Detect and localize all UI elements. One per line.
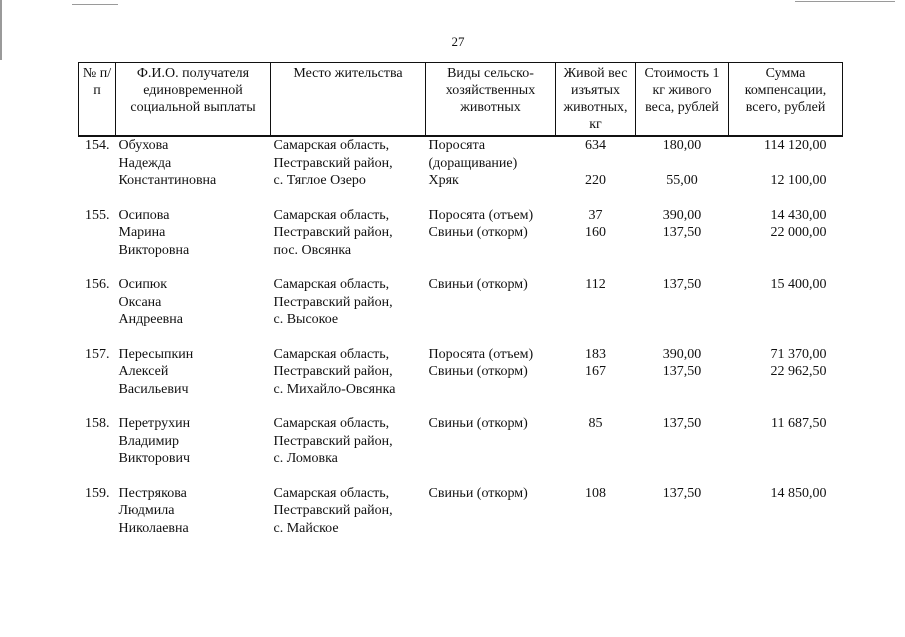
compensation-total-line: 71 370,00 [770,346,827,362]
animal-type-line [429,450,553,468]
animal-type-line: Хряк [428,173,459,188]
price-per-kg-line: 137,50 [662,225,702,240]
recipient-name-cell [116,346,271,399]
animal-type-line [429,381,553,399]
compensation-total-line: 14 430,00 [770,207,827,223]
live-weight-cell [556,415,636,468]
page-number: 27 [451,34,465,49]
recipient-name-line: Викторович [118,451,191,466]
compensation-total-line [732,294,827,312]
animal-type-line: Свиньи (откорм) [428,485,528,501]
compensation-total-cell [729,485,843,538]
residence-line: Самарская область, [273,207,390,223]
table-row [79,346,843,399]
live-weight-line: 37 [588,207,603,223]
price-per-kg-line: 137,50 [662,416,702,431]
recipient-name-line: Константиновна [118,173,217,188]
compensation-total-cell [729,276,843,329]
row-spacer-cell [79,468,843,485]
residence-cell [271,485,426,538]
animal-type-line: (доращивание) [428,155,518,171]
animal-type-line: Поросята (отъем) [428,346,534,362]
live-weight-line [559,155,633,173]
recipient-name-line: Николаевна [118,520,189,536]
residence-line: Самарская область, [273,346,390,362]
price-per-kg-line: 390,00 [662,207,702,223]
price-per-kg-line: 137,50 [662,364,702,379]
price-per-kg-line [639,433,726,451]
record-number-cell: 155. [85,207,110,223]
residence-line: Самарская область, [273,277,390,292]
compensation-total-line [732,242,827,260]
row-spacer-cell [79,329,843,346]
table-row [79,415,843,468]
record-number-cell: 157. [85,346,110,362]
compensation-total-cell [729,207,843,260]
live-weight-line [559,502,633,520]
recipient-name-line: Надежда [118,155,172,171]
recipient-name-cell [116,276,271,329]
compensation-total-line [732,502,827,520]
scan-mark-top-right [795,1,895,2]
recipient-name-line: Васильевич [118,381,189,397]
live-weight-line: 167 [585,364,606,379]
residence-cell [271,276,426,329]
residence-line: с. Высокое [273,312,339,327]
live-weight-line [559,381,633,399]
recipient-name-line: Викторовна [118,242,190,258]
record-number-cell: 159. [85,485,110,501]
record-number-cell: 154. [85,138,110,153]
price-per-kg-cell [636,415,729,468]
compensation-total-line: 14 850,00 [770,485,827,501]
residence-line: Пестравский район, [273,364,393,379]
animal-type-line [429,242,553,260]
header-price: Стоимость 1 кг живого веса, рублей [636,63,729,137]
record-number-cell: 156. [85,277,110,292]
recipient-name-line: Оксана [118,294,162,310]
header-weight: Живой вес изъятых животных, кг [556,63,636,137]
compensation-total-line [732,433,827,451]
row-spacer [79,259,843,276]
residence-line: Самарская область, [273,416,390,431]
residence-line: Самарская область, [273,138,390,153]
animal-type-line: Поросята [428,138,486,153]
recipient-name-cell [116,136,271,190]
price-per-kg-cell [636,346,729,399]
residence-line: с. Тяглое Озеро [273,173,366,188]
table-header-row [79,63,843,137]
price-per-kg-line [639,311,726,329]
price-per-kg-line [639,502,726,520]
scan-mark-left-edge [0,0,2,60]
live-weight-cell [556,346,636,399]
live-weight-line: 108 [585,485,606,501]
live-weight-line: 634 [585,138,606,153]
row-spacer-cell [79,398,843,415]
scan-mark-top-left [72,4,118,5]
price-per-kg-line [639,155,726,173]
header-name: Ф.И.О. получателя единовременной социальной выплаты [116,63,271,137]
price-per-kg-cell [636,207,729,260]
table-body [79,136,843,537]
animal-type-line [429,433,553,451]
residence-cell [271,136,426,190]
live-weight-cell [556,136,636,190]
live-weight-line: 160 [585,225,606,240]
residence-line: Пестравский район, [273,294,393,310]
live-weight-line [559,294,633,312]
animal-type-cell [426,485,556,538]
compensation-total-line [732,311,827,329]
residence-line: с. Михайло-Овсянка [273,381,396,397]
recipient-name-line: Марина [118,225,166,240]
row-spacer [79,468,843,485]
price-per-kg-line [639,381,726,399]
compensation-total-line: 22 962,50 [770,364,827,379]
header-residence: Место жительства [271,63,426,137]
animal-type-line: Свиньи (откорм) [428,277,528,292]
live-weight-line [559,242,633,260]
row-spacer [79,329,843,346]
recipient-name-line: Пестрякова [118,485,187,501]
price-per-kg-line: 137,50 [662,277,702,292]
residence-line: Самарская область, [273,485,390,501]
live-weight-line [559,450,633,468]
compensation-total-cell [729,346,843,399]
animal-type-line: Свиньи (откорм) [428,225,528,240]
price-per-kg-line: 180,00 [662,138,702,153]
animal-type-cell [426,276,556,329]
residence-cell [271,207,426,260]
animal-type-line: Свиньи (откорм) [428,364,528,379]
residence-line: с. Ломовка [273,451,338,466]
header-num: № п/п [79,63,116,137]
live-weight-line: 112 [585,277,606,292]
animal-type-cell [426,415,556,468]
recipient-name-line: Осипюк [118,277,168,292]
live-weight-line: 220 [585,173,606,188]
live-weight-cell [556,276,636,329]
compensation-table [78,62,843,537]
residence-cell [271,346,426,399]
compensation-total-line: 114 120,00 [764,138,827,153]
price-per-kg-cell [636,276,729,329]
header-total: Сумма компенсации, всего, рублей [729,63,843,137]
price-per-kg-line [639,294,726,312]
price-per-kg-line [639,242,726,260]
compensation-total-line [732,381,827,399]
recipient-name-line: Алексей [118,364,169,379]
animal-type-cell [426,346,556,399]
table-row [79,207,843,260]
price-per-kg-cell [636,136,729,190]
animal-type-line [429,520,553,538]
live-weight-cell [556,485,636,538]
recipient-name-line: Перетрухин [118,416,191,431]
animal-type-line [429,502,553,520]
live-weight-line: 183 [585,346,606,362]
animal-type-line: Поросята (отъем) [428,207,534,223]
residence-cell [271,415,426,468]
price-per-kg-line: 390,00 [662,346,702,362]
price-per-kg-line [639,520,726,538]
compensation-total-line: 15 400,00 [770,277,827,292]
recipient-name-line: Людмила [118,503,175,518]
residence-line: Пестравский район, [273,433,393,449]
residence-line: Пестравский район, [273,225,393,240]
recipient-name-line: Обухова [118,138,169,153]
price-per-kg-cell [636,485,729,538]
row-spacer [79,190,843,207]
recipient-name-cell [116,485,271,538]
live-weight-line [559,520,633,538]
live-weight-line: 85 [588,416,603,431]
compensation-total-cell [729,415,843,468]
row-spacer-cell [79,190,843,207]
live-weight-line [559,433,633,451]
recipient-name-cell [116,207,271,260]
recipient-name-line: Андреевна [118,312,183,327]
compensation-total-cell [729,136,843,190]
price-per-kg-line [639,450,726,468]
table-row [79,485,843,538]
compensation-total-line [732,155,827,173]
compensation-total-line: 11 687,50 [771,416,827,431]
live-weight-cell [556,207,636,260]
header-animals: Виды сельско-хозяйственных животных [426,63,556,137]
residence-line: Пестравский район, [273,503,393,518]
animal-type-cell [426,207,556,260]
animal-type-line: Свиньи (откорм) [428,416,528,431]
table-row [79,136,843,190]
compensation-total-line: 22 000,00 [770,225,827,240]
recipient-name-line: Владимир [118,433,180,449]
row-spacer-cell [79,259,843,276]
record-number-cell: 158. [85,416,110,431]
recipient-name-line: Осипова [118,207,170,223]
compensation-total-line: 12 100,00 [770,173,827,188]
animal-type-line [429,294,553,312]
recipient-name-cell [116,415,271,468]
price-per-kg-line: 137,50 [662,485,702,501]
table-row [79,276,843,329]
price-per-kg-line: 55,00 [666,173,698,188]
animal-type-line [429,311,553,329]
compensation-total-line [732,450,827,468]
row-spacer [79,398,843,415]
residence-line: с. Майское [273,520,339,536]
animal-type-cell [426,136,556,190]
compensation-total-line [732,520,827,538]
recipient-name-line: Пересыпкин [118,346,194,362]
residence-line: пос. Овсянка [273,242,352,258]
live-weight-line [559,311,633,329]
residence-line: Пестравский район, [273,155,393,171]
